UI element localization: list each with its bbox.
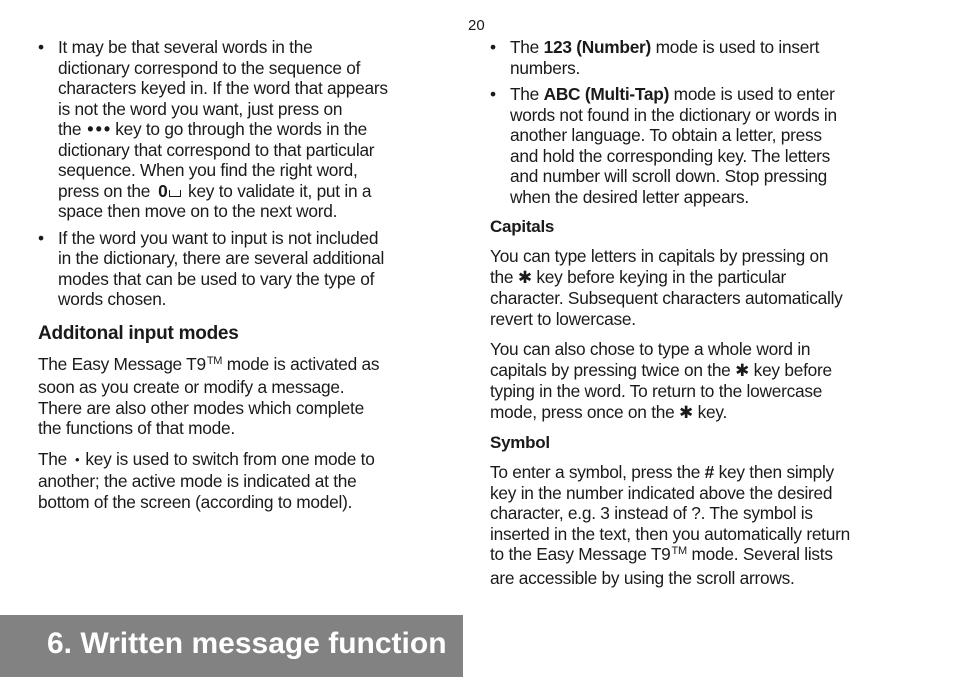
bullet-list-left (38, 37, 388, 310)
list-item (490, 37, 852, 78)
star-key-icon: ✱ (679, 402, 694, 422)
list-item (38, 37, 388, 222)
bullet-text: It may be that several words in the dictionary correspond to the sequence of characters keyed in. If the word that appears is not the word you want, just press on the (58, 37, 388, 139)
paragraph (490, 339, 852, 423)
paragraph (490, 246, 852, 329)
paragraph (38, 449, 388, 513)
bullet-text: mode is used to enter words not found in the dictionary or words in another language. To obtain a letter, press and hold the corresponding key. The letters and number will scroll down. Stop pressing when the desired letter appears. (510, 84, 837, 207)
bullet-text: If the word you want to input is not included in the dictionary, there are several additional modes that can be used to vary the type of words chosen. (58, 227, 385, 309)
paragraph-text: key then simply key in the number indicated above the desired character, e.g. 3 instead of ?. The symbol is inserted in the text, then you automatically return to the Easy Message T9 (490, 462, 850, 564)
paragraph-text: To enter a symbol, press the (490, 462, 701, 482)
left-column (38, 37, 388, 512)
chapter-banner: 6. Written message function (0, 615, 463, 677)
right-column (490, 37, 852, 588)
bullet-text: The (510, 37, 540, 57)
trademark-symbol: TM (206, 354, 223, 367)
bullet-text: key to validate it, put in a space then move on to the next word. (58, 180, 372, 221)
star-key-icon: ✱ (735, 360, 750, 380)
mode-name: ABC (Multi-Tap) (543, 84, 670, 104)
star-key-icon: ✱ (517, 267, 532, 287)
paragraph-text: key. (697, 401, 728, 422)
paragraph-text: mode. Several lists are accessible by using the scroll arrows. (490, 544, 833, 588)
paragraph-text: The (38, 448, 68, 469)
list-item (38, 228, 388, 310)
section-heading: Additonal input modes (38, 322, 239, 344)
subheading-symbol: Symbol (490, 433, 550, 452)
paragraph (490, 462, 852, 588)
dot-key-icon: • (75, 451, 80, 467)
hash-key-icon: # (704, 462, 715, 482)
page-number: 20 (468, 17, 485, 34)
more-key-icon: ••• (87, 119, 113, 139)
paragraph-text: key before typing in the word. To return to the lowercase mode, press once on the (490, 359, 832, 422)
bullet-text: key to go through the words in the dictionary that correspond to that particular sequence. When you find the right word, press on the (58, 119, 375, 201)
paragraph (38, 354, 388, 439)
paragraph-text: mode is activated as soon as you create or modify a message. There are also other modes which complete the functions of that mode. (38, 353, 380, 438)
paragraph-text: You can also chose to type a whole word in capitals by pressing twice on the (490, 339, 811, 380)
trademark-symbol: TM (671, 545, 687, 557)
paragraph-text: key is used to switch from one mode to another; the active mode is indicated at the bottom of the screen (according to model). (38, 448, 375, 512)
paragraph-text: key before keying in the particular character. Subsequent characters automatically revert to lowercase. (490, 266, 843, 329)
subheading-capitals: Capitals (490, 217, 555, 236)
paragraph-text: You can type letters in capitals by pressing on the (490, 246, 829, 287)
list-item (490, 84, 852, 207)
bullet-text: The (510, 84, 540, 104)
space-symbol (169, 190, 181, 197)
key-zero-label: 0 (158, 180, 168, 201)
mode-name: 123 (Number) (543, 37, 652, 57)
bullet-text: mode is used to insert numbers. (510, 37, 820, 78)
zero-space-key-icon (158, 181, 181, 201)
paragraph-text: The Easy Message T9 (38, 353, 206, 374)
bullet-list-right (490, 37, 852, 207)
